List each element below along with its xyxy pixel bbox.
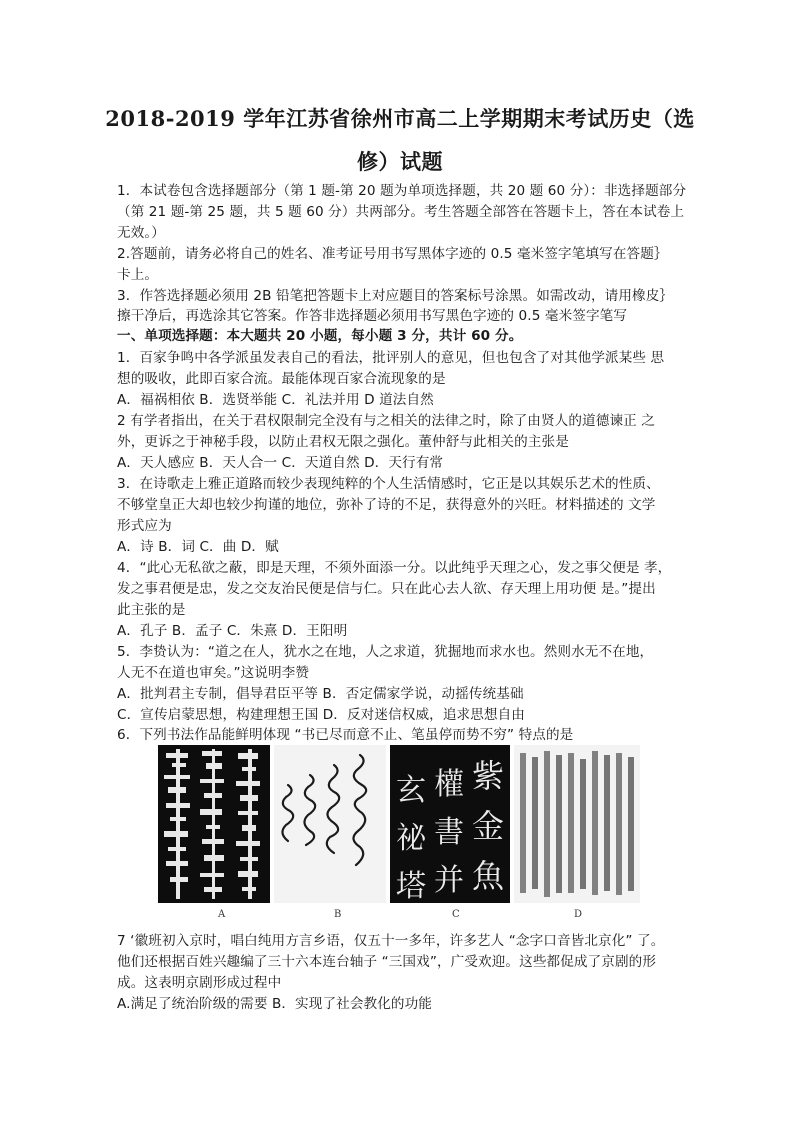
question-4-stem: 4．“此心无私欲之蔽，即是天理，不须外面添一分。以此纯乎天理之心，发之事父便是 孝， xyxy=(117,560,672,576)
question-3-stem: 不够堂皇正大却也较少拘谨的地位，弥补了诗的不足，获得意外的兴旺。材料描述的 文学 xyxy=(117,497,656,513)
calligraphy-char: 玄 xyxy=(396,773,426,808)
question-5-stem: 人无不在道也审矣。”这说明李赞 xyxy=(117,665,310,681)
question-7-stem: 他们还根据百姓兴趣编了三十六本连台轴子 “三国戏”，广受欢迎。这些都促成了京剧的形 xyxy=(117,954,657,970)
calligraphy-rubbing-a-icon xyxy=(158,745,270,903)
instruction-line: 3．作答选择题必须用 2B 铅笔把答题卡上对应题目的答案标号涂黑。如需改动，请用橡皮｝ xyxy=(117,288,674,304)
figure-label-a: A xyxy=(218,909,226,920)
instruction-line: 卡上。 xyxy=(117,267,159,283)
calligraphy-image-c xyxy=(390,745,510,903)
figure-label-d: D xyxy=(574,909,583,920)
calligraphy-char: 祕 xyxy=(396,821,426,856)
calligraphy-image-d xyxy=(514,745,640,903)
section-heading: 一、单项选择题：本大题共 20 小题，每小题 3 分，共计 60 分。 xyxy=(117,328,523,344)
question-1-stem: 想的吸收，此即百家合流。最能体现百家合流现象的是 xyxy=(117,371,446,387)
question-1-options: A．福祸相依 B．选贤举能 C．礼法并用 D 道法自然 xyxy=(117,392,434,408)
question-3-options: A．诗 B．词 C．曲 D．赋 xyxy=(117,539,279,555)
question-1-stem: 1．百家争鸣中各学派虽发表自己的看法，批评别人的意见，但也包含了对其他学派某些 思 xyxy=(117,350,665,366)
question-3-stem: 形式应为 xyxy=(117,518,172,534)
calligraphy-char: 并 xyxy=(434,863,464,898)
figure-label-c: C xyxy=(452,909,460,920)
question-4-stem: 此主张的是 xyxy=(117,602,186,618)
figure-label-b: B xyxy=(334,909,342,920)
calligraphy-char: 權 xyxy=(434,767,464,802)
calligraphy-image-b xyxy=(274,745,386,903)
document-title-line-2: 修）试题 xyxy=(357,149,443,174)
instruction-line: 无效。） xyxy=(117,225,165,241)
calligraphy-char: 塔 xyxy=(396,869,426,903)
question-5-stem: 5．李贽认为：“道之在人，犹水之在地，人之求道，犹掘地而求水也。然则水无不在地， xyxy=(117,644,654,660)
question-2-stem: 2 有学者指出，在关于君权限制完全没有与之相关的法律之时，除了由贤人的道德谏正 之 xyxy=(117,413,655,429)
instruction-line: 2.答题前，请务必将自己的姓名、准考证号用书写黑体字迹的 0.5 毫米签字笔填写在答题｝ xyxy=(117,246,668,262)
calligraphy-char: 魚 xyxy=(472,857,505,895)
question-4-options: A．孔子 B．孟子 C．朱熹 D．王阳明 xyxy=(117,623,348,639)
instruction-line: 1．本试卷包含选择题部分（第 1 题-第 20 题为单项选择题，共 20 题 60 分）：非选择题部分 xyxy=(117,183,687,199)
question-4-stem: 发之事君便是忠，发之交友治民便是信与仁。只在此心去人欲、存天理上用功便 是。”提出 xyxy=(117,581,656,597)
question-7-stem: 7 ‘徽班初入京时，唱白纯用方言乡语，仅五十一多年，许多艺人 “念字口音皆北京化” 了。 xyxy=(117,933,665,949)
question-5-options: A．批判君主专制，倡导君臣平等 B．否定儒家学说，动摇传统基础 xyxy=(117,686,524,702)
question-6-stem: 6．下列书法作品能鲜明体现 “书已尽而意不止、笔虽停而势不穷” 特点的是 xyxy=(117,727,574,743)
calligraphy-char: 書 xyxy=(434,815,464,850)
document-title-line-1: 2018-2019 学年江苏省徐州市高二上学期期末考试历史（选 xyxy=(105,106,695,131)
question-2-stem: 外，更诉之于神秘手段，以防止君权无限之强化。董仲舒与此相关的主张是 xyxy=(117,434,569,450)
calligraphy-cursive-b-icon xyxy=(274,745,386,903)
calligraphy-figure xyxy=(158,745,640,930)
calligraphy-char: 紫 xyxy=(472,757,505,795)
question-2-options: A．天人感应 B．天人合一 C．天道自然 D．天行有常 xyxy=(117,455,444,471)
calligraphy-running-script-d-icon xyxy=(514,745,640,903)
question-3-stem: 3．在诗歌走上雅正道路而较少表现纯粹的个人生活情感时，它正是以其娱乐艺术的性质、 xyxy=(117,476,660,492)
calligraphy-image-a xyxy=(158,745,270,903)
question-7-options: A.满足了统治阶级的需要 B．实现了社会教化的功能 xyxy=(117,996,432,1012)
question-7-stem: 成。这表明京剧形成过程中 xyxy=(117,975,282,991)
instruction-line: （第 21 题-第 25 题，共 5 题 60 分）共两部分。考生答题全部答在答题卡上，答在本试卷上 xyxy=(117,204,685,220)
question-5-options: C．宣传启蒙思想，构建理想王国 D．反对迷信权威，追求思想自由 xyxy=(117,707,526,723)
calligraphy-char: 金 xyxy=(472,807,505,845)
instruction-line: 擦干净后，再选涂其它答案。作答非选择题必须用书写黑色字迹的 0.5 毫米签字笔写 xyxy=(117,308,628,324)
